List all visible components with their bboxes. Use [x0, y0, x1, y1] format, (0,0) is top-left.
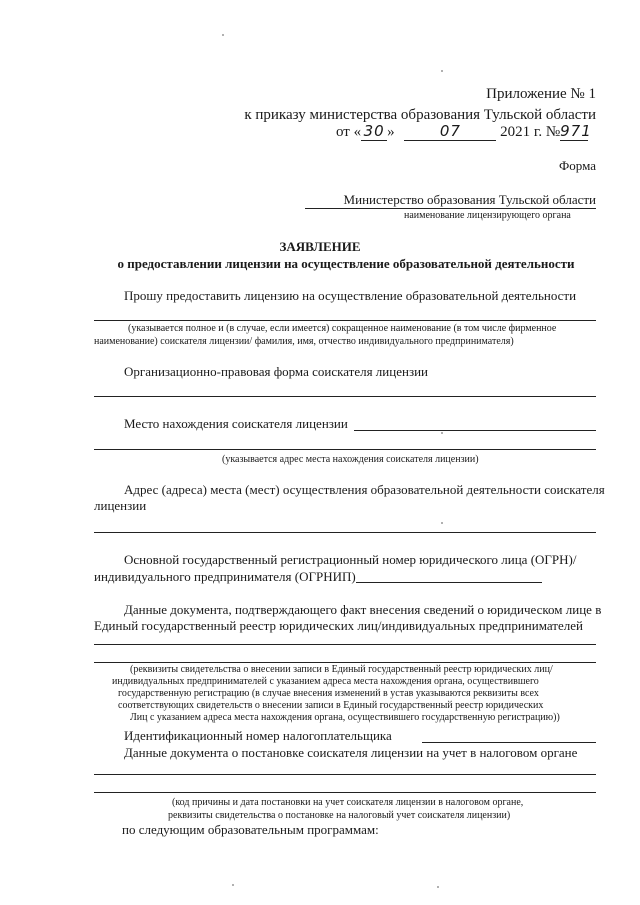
- request-line: [94, 320, 596, 321]
- ministry-name: Министерство образования Тульской области: [343, 192, 596, 207]
- ministry-caption: наименование лицензирующего органа: [404, 210, 571, 221]
- scan-speck: [441, 522, 443, 524]
- date-day: 30: [361, 122, 387, 141]
- tax-hint-2: реквизиты свидетельства о постановке на налоговый учет соискателя лицензии): [168, 810, 511, 821]
- date-year: 2021 г. №: [500, 124, 561, 140]
- location-hint: (указывается адрес места нахождения соискателя лицензии): [222, 454, 479, 465]
- egrul-hint-4: соответствующих свидетельств о внесении записи в Единый государственный реестр юридических: [118, 700, 544, 711]
- tax-line-2: [94, 792, 596, 793]
- egrul-label-2: Единый государственный реестр юридических лиц/индивидуальных предпринимателей: [94, 618, 583, 633]
- scan-speck: [222, 34, 224, 36]
- programs-label: по следующим образовательным программам:: [122, 822, 379, 837]
- inn-line: [422, 742, 596, 743]
- scan-speck: [441, 70, 443, 72]
- address-label-2: лицензии: [94, 498, 147, 513]
- tax-hint-1: (код причины и дата постановки на учет соискателя лицензии в налоговом органе,: [172, 797, 524, 808]
- request-hint-2: наименование) соискателя лицензии/ фамилия, имя, отчество индивидуального предпринимателя): [94, 336, 514, 347]
- address-line: [94, 532, 596, 533]
- form-label: Форма: [559, 158, 596, 173]
- location-label: Место нахождения соискателя лицензии: [124, 416, 348, 431]
- location-line-1: [354, 430, 596, 431]
- egrul-line-2: [94, 662, 596, 663]
- scan-speck: [441, 432, 443, 434]
- org-form-label: Организационно-правовая форма соискателя лицензии: [124, 364, 428, 379]
- egrul-line-1: [94, 644, 596, 645]
- org-form-line: [94, 396, 596, 397]
- order-label: к приказу министерства образования Тульской области: [244, 107, 596, 123]
- request-hint-1: (указывается полное и (в случае, если имеется) сокращенное наименование (в том числе фирменное: [128, 323, 557, 334]
- order-number: 971: [560, 122, 592, 140]
- location-line-2: [94, 449, 596, 450]
- inn-label: Идентификационный номер налогоплательщика: [124, 728, 392, 743]
- tax-line-1: [94, 774, 596, 775]
- egrul-hint-5: Лиц с указанием адреса места нахождения органа, осуществившего государственную регистрацию)): [130, 712, 560, 723]
- scan-speck: [437, 886, 439, 888]
- appendix-label: Приложение № 1: [486, 86, 596, 102]
- date-prefix: от «: [336, 124, 362, 140]
- order-date-line: [336, 122, 592, 141]
- ogrn-label-2: индивидуального предпринимателя (ОГРНИП): [94, 569, 356, 584]
- address-label-1: Адрес (адреса) места (мест) осуществления образовательной деятельности соискателя: [124, 482, 605, 497]
- scan-speck: [232, 884, 234, 886]
- egrul-label-1: Данные документа, подтверждающего факт внесения сведений о юридическом лице в: [124, 602, 602, 617]
- document-title: ЗАЯВЛЕНИЕ: [279, 239, 361, 254]
- egrul-hint-3: государственную регистрацию (в случае внесения изменений в устав указываются реквизиты всех: [118, 688, 539, 699]
- tax-label: Данные документа о постановке соискателя лицензии на учет в налоговом органе: [124, 745, 578, 760]
- request-text: Прошу предоставить лицензию на осуществление образовательной деятельности: [124, 288, 577, 303]
- ogrn-line: [356, 582, 542, 583]
- document-subtitle: о предоставлении лицензии на осуществление образовательной деятельности: [117, 256, 575, 271]
- egrul-hint-1: (реквизиты свидетельства о внесении записи в Единый государственный реестр юридических лиц/: [130, 664, 553, 675]
- date-mid: »: [387, 124, 395, 140]
- egrul-hint-2: индивидуальных предпринимателей с указанием адреса места нахождения органа, осуществившего: [112, 676, 539, 687]
- ministry-underline: [305, 208, 596, 209]
- ogrn-label-1: Основной государственный регистрационный номер юридического лица (ОГРН)/: [124, 552, 577, 567]
- date-month: 07: [404, 122, 496, 141]
